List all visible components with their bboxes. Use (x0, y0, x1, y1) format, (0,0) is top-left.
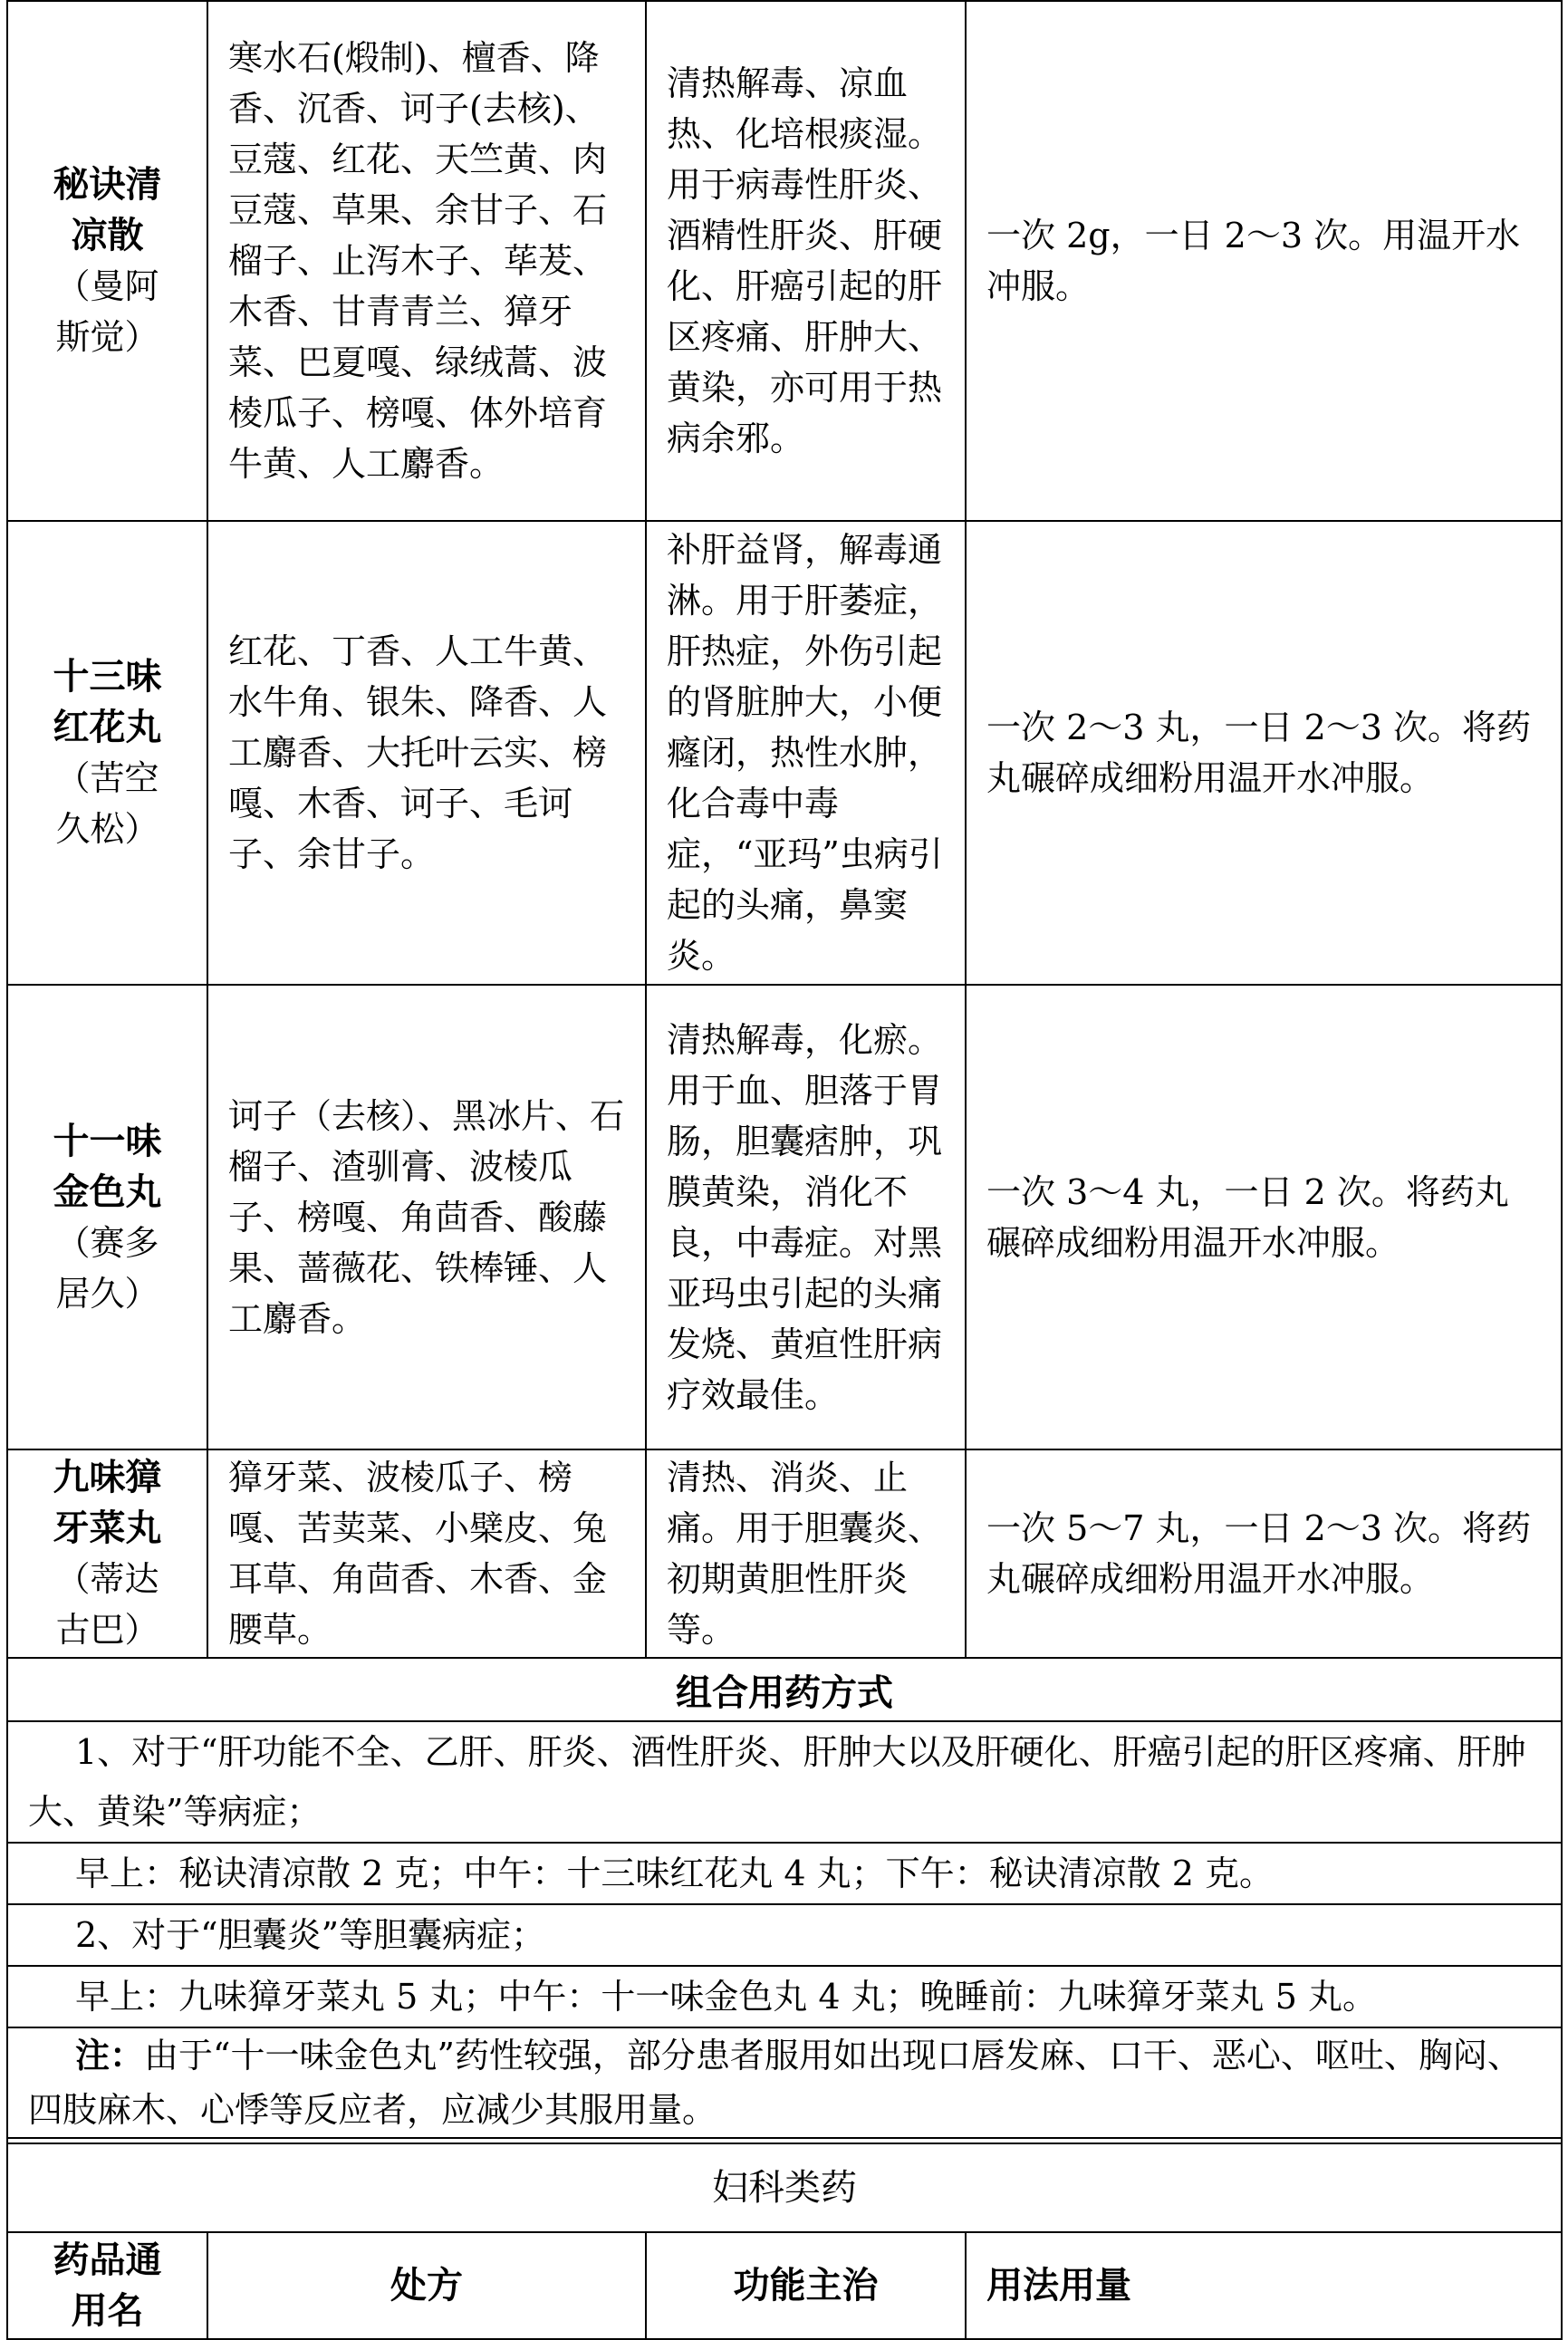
drug-name-cell (7, 1449, 207, 1658)
drug-name: 十一味 金色丸 (53, 1120, 162, 1213)
note-cell (7, 2027, 1562, 2138)
note-text: 由于“十一味金色丸”药性较强，部分患者服用如出现口唇发麻、口干、恶心、呕吐、胸闷、四肢麻木、心悸等反应者，应减少其服用量。 (28, 2036, 1522, 2130)
gyn-title-row (7, 2143, 1562, 2232)
combo-title: 组合用药方式 (7, 1658, 1562, 1721)
document-page (6, 0, 1561, 2340)
prescription-cell: 寒水石(煅制)、檀香、降香、沉香、诃子(去核)、豆蔻、红花、天竺黄、肉豆蔻、草果、余甘子、石榴子、止泻木子、荜茇、木香、甘青青兰、獐牙菜、巴夏嘎、绿绒蒿、波棱瓜子、榜嘎、体外培育牛黄、人工麝香。 (207, 1, 646, 521)
usage-cell: 一次 2g，一日 2～3 次。用温开水冲服。 (966, 1, 1562, 521)
prescription-cell: 诃子（去核）、黑冰片、石榴子、渣驯膏、波棱瓜子、榜嘎、角茴香、酸藤果、蔷薇花、铁棒锤、人工麝香。 (207, 985, 646, 1449)
combo-line-1: 1、对于“肝功能不全、乙肝、肝炎、酒性肝炎、肝肿大以及肝硬化、肝癌引起的肝区疼痛、肝肿大、黄染”等病症； (7, 1721, 1562, 1843)
drug-name-cell (7, 521, 207, 985)
function-cell: 补肝益肾，解毒通淋。用于肝萎症，肝热症，外伤引起的肾脏肿大，小便癃闭，热性水肿，化合毒中毒症，“亚玛”虫病引起的头痛，鼻窦炎。 (646, 521, 966, 985)
header-drug-name: 药品通 用名 (7, 2232, 207, 2339)
prescription-cell: 红花、丁香、人工牛黄、水牛角、银朱、降香、人工麝香、大托叶云实、榜嘎、木香、诃子、毛诃子、余甘子。 (207, 521, 646, 985)
combo-row (7, 1721, 1562, 1843)
gyn-header-row (7, 2232, 1562, 2339)
header-prescription: 处方 (207, 2232, 646, 2339)
drug-name-cell (7, 985, 207, 1449)
combo-line-3: 2、对于“胆囊炎”等胆囊病症； (7, 1904, 1562, 1966)
usage-cell: 一次 3～4 丸，一日 2 次。将药丸碾碎成细粉用温开水冲服。 (966, 985, 1562, 1449)
combo-line-2: 早上：秘诀清凉散 2 克；中午：十三味红花丸 4 丸；下午：秘诀清凉散 2 克。 (7, 1843, 1562, 1904)
drug-alias: （苦空 久松） (55, 758, 159, 849)
combo-row (7, 1843, 1562, 1904)
combo-title-row (7, 1658, 1562, 1721)
note-row (7, 2027, 1562, 2138)
table-row (7, 521, 1562, 985)
usage-cell: 一次 2～3 丸，一日 2～3 次。将药丸碾碎成细粉用温开水冲服。 (966, 521, 1562, 985)
table-row (7, 1, 1562, 521)
table-row (7, 1449, 1562, 1658)
drug-name: 秘诀清 凉散 (53, 164, 162, 256)
drug-alias: （蒂达 古巴） (55, 1559, 159, 1650)
combo-row (7, 1966, 1562, 2027)
note-label: 注： (75, 2036, 145, 2075)
function-cell: 清热解毒、凉血热、化培根痰湿。用于病毒性肝炎、酒精性肝炎、肝硬化、肝癌引起的肝区疼痛、肝肿大、黄染，亦可用于热病余邪。 (646, 1, 966, 521)
function-cell: 清热、消炎、止痛。用于胆囊炎、初期黄胆性肝炎等。 (646, 1449, 966, 1658)
gyn-title: 妇科类药 (7, 2143, 1562, 2232)
drug-table (6, 0, 1563, 2340)
prescription-cell: 獐牙菜、波棱瓜子、榜嘎、苦荬菜、小檗皮、兔耳草、角茴香、木香、金腰草。 (207, 1449, 646, 1658)
drug-alias: （赛多 居久） (55, 1222, 159, 1314)
drug-name-cell (7, 1, 207, 521)
header-usage: 用法用量 (966, 2232, 1562, 2339)
combo-line-4: 早上：九味獐牙菜丸 5 丸；中午：十一味金色丸 4 丸；晚睡前：九味獐牙菜丸 5 丸。 (7, 1966, 1562, 2027)
header-function: 功能主治 (646, 2232, 966, 2339)
usage-cell: 一次 5～7 丸，一日 2～3 次。将药丸碾碎成细粉用温开水冲服。 (966, 1449, 1562, 1658)
drug-alias: （曼阿 斯觉） (55, 266, 159, 357)
function-cell: 清热解毒，化瘀。用于血、胆落于胃肠，胆囊痞肿，巩膜黄染，消化不良，中毒症。对黑亚玛虫引起的头痛发烧、黄疸性肝病疗效最佳。 (646, 985, 966, 1449)
combo-row (7, 1904, 1562, 1966)
drug-name: 九味獐 牙菜丸 (53, 1457, 162, 1549)
drug-name: 十三味 红花丸 (53, 656, 162, 748)
table-row (7, 985, 1562, 1449)
